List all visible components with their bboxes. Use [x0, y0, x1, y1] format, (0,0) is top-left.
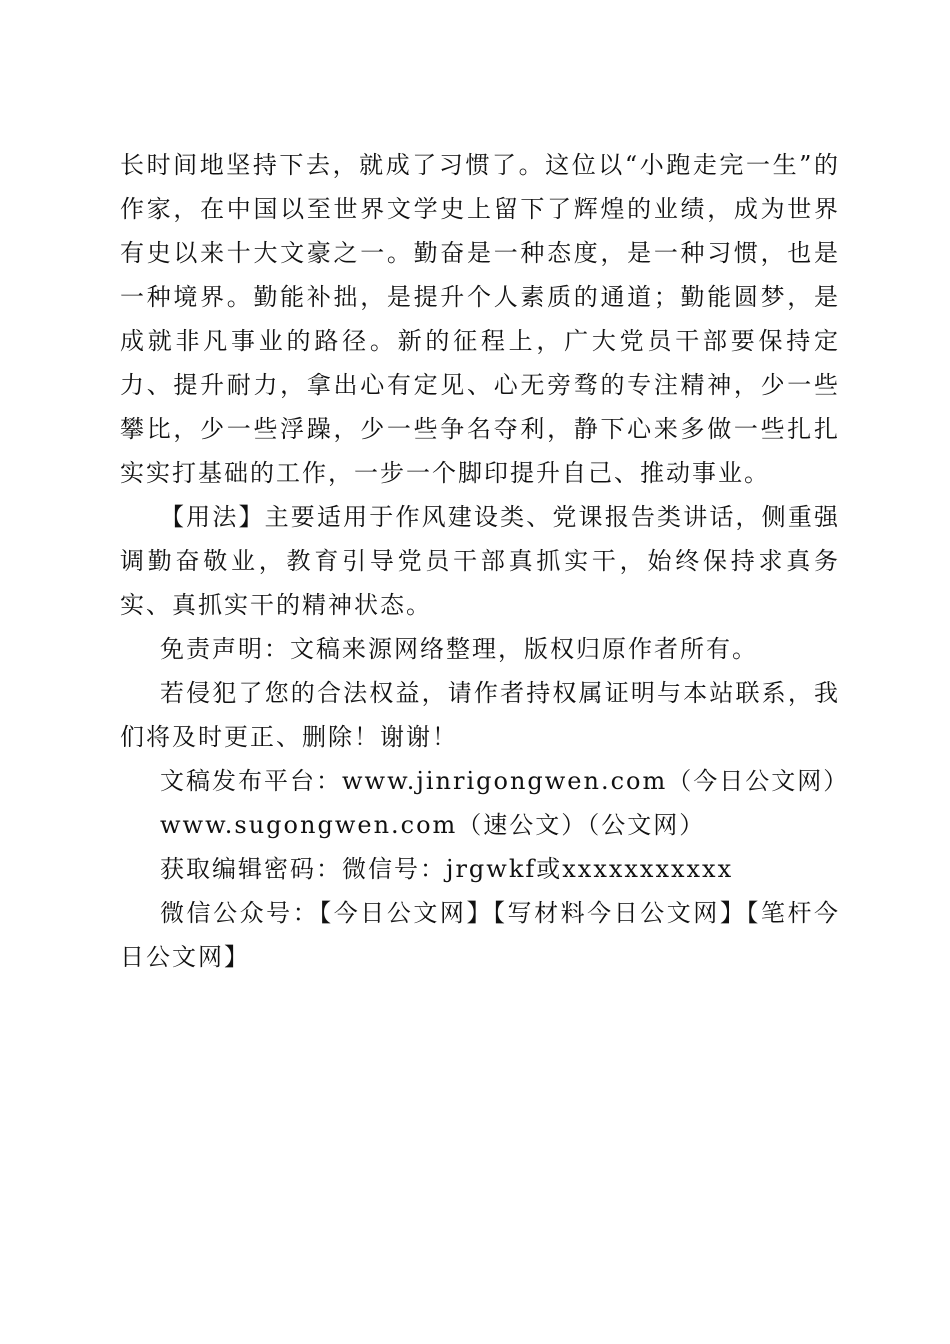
paragraph-publish-platform: 文稿发布平台：www.jinrigongwen.com（今日公文网）: [160, 767, 850, 795]
paragraph-edit-password: 获取编辑密码：微信号：jrgwkf或xxxxxxxxxxx: [160, 855, 734, 883]
paragraph-second-site: www.sugongwen.com（速公文）（公文网）: [160, 811, 706, 839]
paragraph-wechat-accounts: 微信公众号：【今日公文网】【写材料今日公文网】【笔杆今日公文网】: [120, 899, 840, 971]
paragraph-infringement-notice: 若侵犯了您的合法权益，请作者持权属证明与本站联系，我们将及时更正、删除！谢谢！: [120, 679, 840, 751]
paragraph-body-continuation: 长时间地坚持下去，就成了习惯了。这位以“小跑走完一生”的作家，在中国以至世界文学史上留下了辉煌的业绩，成为世界有史以来十大文豪之一。勤奋是一种态度，是一种习惯，也是一种境界。勤能补拙，是提升个人素质的通道；勤能圆梦，是成就非凡事业的路径。新的征程上，广大党员干部要保持定力、提升耐力，拿出心有定见、心无旁骛的专注精神，少一些攀比，少一些浮躁，少一些争名夺利，静下心来多做一些扎扎实实打基础的工作，一步一个脚印提升自己、推动事业。: [120, 151, 840, 487]
paragraph-disclaimer: 免责声明：文稿来源网络整理，版权归原作者所有。: [160, 635, 758, 663]
document-body: [120, 143, 850, 979]
paragraph-usage-note: 【用法】主要适用于作风建设类、党课报告类讲话，侧重强调勤奋敬业，教育引导党员干部真抓实干，始终保持求真务实、真抓实干的精神状态。: [120, 503, 840, 619]
